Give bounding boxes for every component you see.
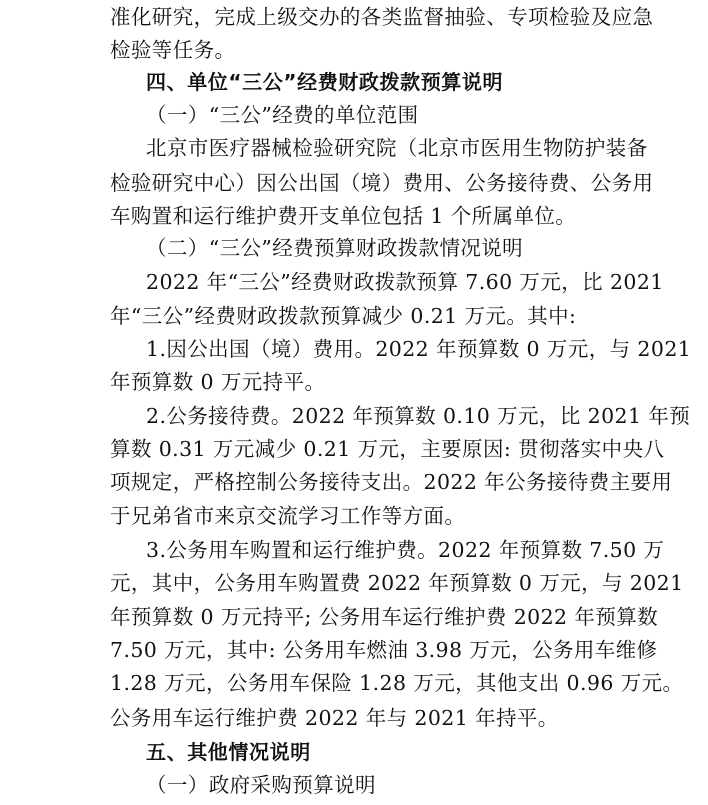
body-line: 北京市医疗器械检验研究院（北京市医用生物防护装备 [146, 136, 648, 160]
body-line: 年预算数 0 万元持平; 公务用车运行维护费 2022 年预算数 [110, 605, 659, 629]
body-line: 元，其中，公务用车购置费 2022 年预算数 0 万元，与 2021 [110, 571, 684, 595]
body-line: 7.50 万元，其中: 公务用车燃油 3.98 万元，公务用车维修 [110, 638, 658, 662]
subsection-heading: （一）“三公”经费的单位范围 [146, 103, 419, 127]
body-line: 项规定，严格控制公务接待支出。2022 年公务接待费主要用 [110, 470, 673, 494]
body-line: 年“三公”经费财政拨款预算减少 0.21 万元。其中: [110, 304, 577, 328]
body-line: 于兄弟省市来京交流学习工作等方面。 [110, 504, 466, 528]
body-line: 3.公务用车购置和运行维护费。2022 年预算数 7.50 万 [146, 538, 665, 562]
body-line: 检验等任务。 [110, 38, 236, 62]
subsection-heading: （一）政府采购预算说明 [146, 773, 376, 797]
body-line: 2.公务接待费。2022 年预算数 0.10 万元，比 2021 年预 [146, 404, 691, 428]
section-heading-4: 四、单位“三公”经费财政拨款预算说明 [146, 70, 504, 94]
body-line: 1.28 万元，公务用车保险 1.28 万元，其他支出 0.96 万元。 [110, 671, 684, 695]
body-line: 准化研究，完成上级交办的各类监督抽验、专项检验及应急 [110, 5, 654, 29]
body-line: 2022 年“三公”经费财政拨款预算 7.60 万元，比 2021 [146, 270, 664, 294]
body-line: 算数 0.31 万元减少 0.21 万元，主要原因: 贯彻落实中央八 [110, 437, 665, 461]
body-line: 车购置和运行维护费开支单位包括 1 个所属单位。 [110, 204, 577, 228]
body-line: 检验研究中心）因公出国（境）费用、公务接待费、公务用 [110, 171, 654, 195]
section-heading-5: 五、其他情况说明 [146, 740, 311, 764]
body-line: 年预算数 0 万元持平。 [110, 370, 326, 394]
body-line: 1.因公出国（境）费用。2022 年预算数 0 万元，与 2021 [146, 337, 692, 361]
body-line: 公务用车运行维护费 2022 年与 2021 年持平。 [110, 706, 559, 730]
subsection-heading: （二）“三公”经费预算财政拨款情况说明 [146, 236, 524, 260]
